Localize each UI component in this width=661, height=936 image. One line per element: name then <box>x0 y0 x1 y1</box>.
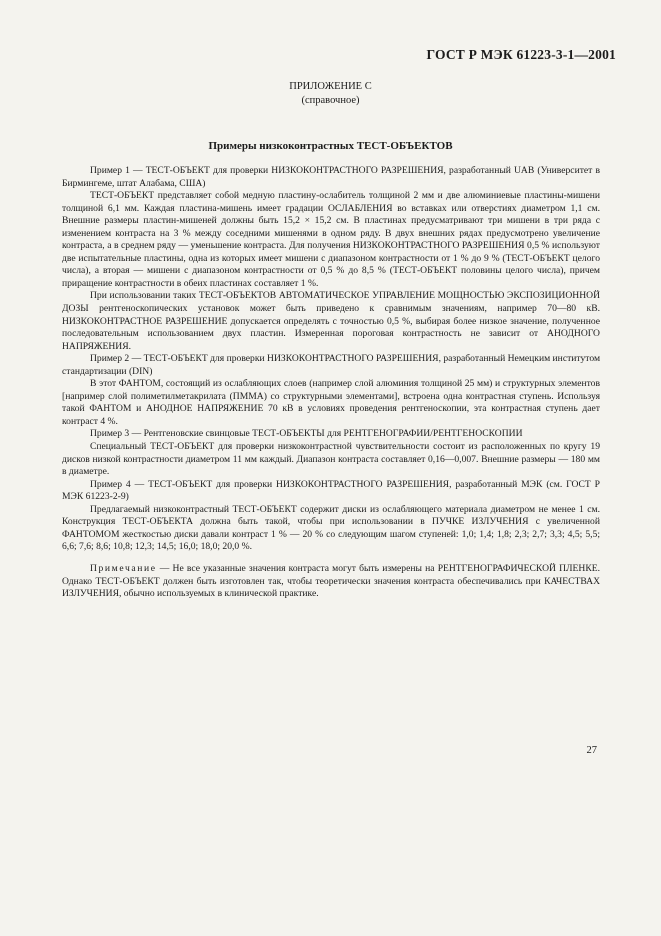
appendix-heading <box>0 80 661 108</box>
paragraph-example-2-title: Пример 2 — ТЕСТ-ОБЪЕКТ для проверки НИЗКОКОНТРАСТНОГО РАЗРЕШЕНИЯ, разработанный Немецким институтом стандартизации (DIN) <box>62 353 601 377</box>
paragraph-example-1-body: ТЕСТ-ОБЪЕКТ представляет собой медную пластину-ослабитель толщиной 2 мм и две алюминиевые пластины-мишени толщиной 6,1 мм. Каждая пластина-мишень имеет градации ОСЛАБЛЕНИЯ во вставках или отверстиях диаметром 1,1 см. Внешние размеры пластин-мишеней должны быть 15,2 × 15,2 см. В пластинах предусматривают три мишени в три ряда с изменением контраста на 3 % между соседними мишенями в одном ряду. В двух внешних рядах предусмотрено увеличение контраста, а в среднем ряду — уменьшение контраста. Для получения НИЗКОКОНТРАСТНОГО РАЗРЕШЕНИЯ 0,5 % используют две испытательные пластины, одна из которых имеет мишени с диапазоном контрастности от 1 % до 9 % (ТЕСТ-ОБЪЕКТ целого числа), а вторая — мишени с диапазоном контрастности от 0,5 % до 8,5 % (ТЕСТ-ОБЪЕКТ половины целого числа), причем приращение контрастности в обеих пластинах составляет 1 %. <box>62 190 600 289</box>
paragraph-example-3-title: Пример 3 — Рентгеновские свинцовые ТЕСТ-ОБЪЕКТЫ для РЕНТГЕНОГРАФИИ/РЕНТГЕНОСКОПИИ <box>90 428 523 440</box>
paragraph-example-3-body: Специальный ТЕСТ-ОБЪЕКТ для проверки низкоконтрастной чувствительности состоит из расположенных по кругу 19 дисков низкой контрастности диаметром 11 мм каждый. Диапазон контраста составляет 0,16—0,007. Внешние размеры — 180 мм в диаметре. <box>62 441 600 478</box>
note-label: Примечание <box>90 562 157 574</box>
note-text: — Не все указанные значения контраста могут быть измерены на РЕНТГЕНОГРАФИЧЕСКОЙ ПЛЕНКЕ. Однако ТЕСТ-ОБЪЕКТ должен быть изготовлен так, чтобы теоретически значения контраста обеспечивались при КАЧЕСТВАХ ИЗЛУЧЕНИЯ, обычно используемых в клинической практике. <box>62 562 600 600</box>
section-title: Примеры низкоконтрастных ТЕСТ-ОБЪЕКТОВ <box>208 140 453 152</box>
paragraph-example-4-title: Пример 4 — ТЕСТ-ОБЪЕКТ для проверки НИЗКОКОНТРАСТНОГО РАЗРЕШЕНИЯ, разработанный МЭК (см. ГОСТ Р МЭК 61223-2-9) <box>62 478 600 503</box>
paragraph-example-2-body: В этот ФАНТОМ, состоящий из ослабляющих слоев (например слой алюминия толщиной 25 мм) и структурных элементов [например слой полиметилметакрилата (ПММА) со структурными элементами], встроена одна контрастная ступень. Используя такой ФАНТОМ и АНОДНОЕ НАПРЯЖЕНИЕ 70 кВ в условиях проведения рентгеноскопии, эта контрастная ступень дает контраст 4 %. <box>62 378 600 427</box>
body-text <box>62 165 600 601</box>
paragraph-example-1-usage: При использовании таких ТЕСТ-ОБЪЕКТОВ АВТОМАТИЧЕСКОЕ УПРАВЛЕНИЕ МОЩНОСТЬЮ ЭКСПОЗИЦИОННОЙ ДОЗЫ рентгеноскопических установок может быть приведено к сравнимым значениям, например 70—80 кВ. НИЗКОКОНТРАСТНОЕ РАЗРЕШЕНИЕ допускается определять с точностью 0,5 %, выбирая более низкое значение, полученное последовательным использованием двух пластин. Измеренная пороговая контрастность не зависит от АНОДНОГО НАПРЯЖЕНИЯ. <box>62 290 600 352</box>
note-paragraph <box>62 563 600 601</box>
paragraph-example-4-body: Предлагаемый низкоконтрастный ТЕСТ-ОБЪЕКТ содержит диски из ослабляющего материала диаметром не менее 1 см. Конструкция ТЕСТ-ОБЪЕКТА должна быть такой, чтобы при использовании в ПУЧКЕ ИЗЛУЧЕНИЯ с увеличенной ФАНТОМОМ жесткостью диски давали контраст 1 % — 20 % со следующим шагом ступеней: 1,0; 1,4; 1,8; 2,3; 2,7; 3,3; 4,5; 5,5; 6,6; 7,6; 8,6; 10,8; 12,3; 14,5; 16,0; 18,0; 20,0 %. <box>62 503 600 553</box>
appendix-subtitle: (справочное) <box>301 95 360 106</box>
appendix-title: ПРИЛОЖЕНИЕ С <box>289 81 372 92</box>
standard-code-header: ГОСТ Р МЭК 61223-3-1—2001 <box>426 47 616 62</box>
paragraph-example-1-title: Пример 1 — ТЕСТ-ОБЪЕКТ для проверки НИЗКОКОНТРАСТНОГО РАЗРЕШЕНИЯ, разработанный UAB (Университет в Бирмингеме, штат Алабама, США) <box>62 165 600 189</box>
page-number: 27 <box>586 745 597 756</box>
